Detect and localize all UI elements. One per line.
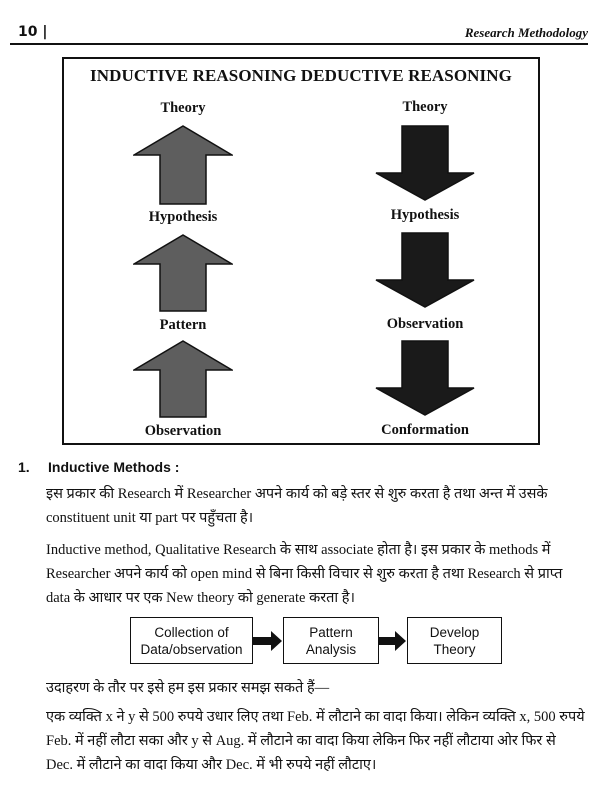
paragraph-2: [46, 538, 594, 610]
flow-box-line: Develop: [429, 624, 480, 640]
paragraph-line: constituent unit या part पर पहुँचता है।: [46, 510, 254, 526]
flow-box-line: Data/observation: [140, 641, 243, 657]
deductive-down-arrow-2: [375, 232, 475, 308]
section-number: 1.: [18, 459, 30, 475]
deductive-label-theory: Theory: [402, 99, 448, 115]
inductive-label-theory: Theory: [160, 100, 206, 116]
deductive-down-arrow-1: [375, 125, 475, 201]
diagram-title: INDUCTIVE REASONING DEDUCTIVE REASONING: [90, 66, 512, 85]
inductive-label-pattern: Pattern: [159, 317, 207, 333]
deductive-label-hypothesis: Hypothesis: [390, 207, 460, 223]
flow-box-line: Theory: [433, 641, 476, 657]
paragraph-line: इस प्रकार की Research में Researcher अपने कार्य को बड़े स्तर से शुरु करता है तथा अन्त में उसके: [46, 486, 548, 502]
inductive-label-hypothesis: Hypothesis: [148, 209, 218, 225]
header-rule: [10, 43, 588, 45]
paragraph-line: Inductive method, Qualitative Research के साथ associate होता है। इस प्रकार के methods में: [46, 542, 551, 558]
page-number: 10 |: [18, 24, 48, 40]
paragraph-line: उदाहरण के तौर पर इसे हम इस प्रकार समझ सकते हैं—: [46, 680, 330, 696]
paragraph-line: Researcher अपने कार्य को open mind से बिना किसी विचार से शुरु करता है तथा Research से प्राप्त: [46, 566, 563, 582]
flow-arrow-icon-1: [253, 631, 283, 651]
paragraph-line: एक व्यक्ति x ने y से 500 रुपये उधार लिए तथा Feb. में लौटाने का वादा किया। लेकिन व्यक्ति x, 500 रुपये: [46, 709, 585, 725]
paragraph-line: Feb. में नहीं लौटा सका और y से Aug. में लौटाने का वादा किया लेकिन फिर नहीं लौटाया ओर फिर से: [46, 733, 556, 749]
running-title: Research Methodology: [464, 25, 588, 40]
flow-box-line: Pattern: [309, 624, 353, 640]
section-heading: [18, 459, 179, 475]
flow-box-line: Collection of: [154, 624, 229, 640]
inductive-up-arrow-2: [133, 234, 233, 312]
flow-box-pattern: [283, 617, 379, 664]
paragraph-1: [46, 482, 594, 530]
paragraph-3: [46, 676, 594, 700]
paragraph-line: data के आधार पर एक New theory को generate करता है।: [46, 590, 355, 606]
flow-box-line: Analysis: [305, 641, 357, 657]
inductive-label-observation: Observation: [144, 423, 222, 439]
deductive-label-observation: Observation: [386, 316, 464, 332]
flow-box-collection: [130, 617, 253, 664]
paragraph-4: [46, 705, 594, 777]
flow-box-theory: [407, 617, 502, 664]
reasoning-diagram: [62, 57, 540, 445]
flow-arrow-icon-2: [379, 631, 407, 651]
section-title: Inductive Methods :: [48, 459, 180, 475]
inductive-up-arrow-3: [133, 340, 233, 418]
page-header: [10, 24, 588, 42]
paragraph-line: Dec. में लौटाने का वादा किया और Dec. में भी रुपये नहीं लौटाए।: [46, 757, 377, 773]
deductive-label-conformation: Conformation: [381, 422, 469, 438]
deductive-down-arrow-3: [375, 340, 475, 416]
inductive-up-arrow-1: [133, 125, 233, 205]
